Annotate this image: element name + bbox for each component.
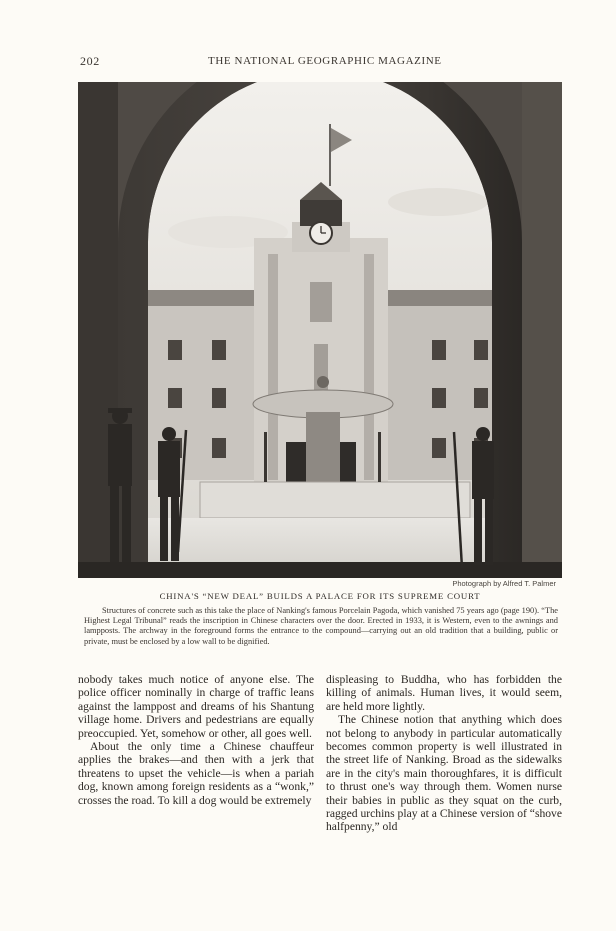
supreme-court-photograph (78, 82, 562, 578)
article-paragraph: displeasing to Buddha, who has forbidden the killing of animals. Human lives, it would seem, are held more lightly. (326, 673, 562, 713)
caption-title: CHINA'S “NEW DEAL” BUILDS A PALACE FOR ITS SUPREME COURT (159, 591, 481, 601)
article-paragraph: About the only time a Chinese chauffeur applies the brakes—and then with a jerk that threatens to upset the vehicle—is when a pariah dog, known among foreign residents as a “wonk,” crosses the road. To kill a dog would be extremely (78, 740, 314, 807)
photo-credit: Photograph by Alfred T. Palmer (452, 579, 556, 588)
article-paragraph: nobody takes much notice of anyone else. The police officer nominally in charge of traffic leans against the lamppost and dreams of his Shantung village home. Drivers and pedestrians are equally preoccupied. Yet, somehow or other, all goes well. (78, 673, 314, 740)
page-number: 202 (80, 54, 100, 68)
article-column-left (78, 673, 314, 807)
caption-body: Structures of concrete such as this take the place of Nanking's famous Porcelain Pagoda, which vanished 75 years ago (page 190). “The Highest Legal Tribunal” reads the inscription in Chinese characters over the door. Erected in 1933, it is Western, even to the awnings and lampposts. The archway in the foreground forms the entrance to the compound—carrying out an old tradition that a building, public or private, must be enclosed by a low wall to be dignified. (84, 606, 558, 646)
article-paragraph: The Chinese notion that anything which does not belong to anybody in particular automatically becomes common property is well illustrated in the street life of Nanking. Broad as the sidewalks are in the city's main thoroughfares, it is difficult to thrust one's way through them. Women nurse their babies in public as they squat on the curb, ragged urchins play at a Chinese version of “shove halfpenny,” old (326, 713, 562, 834)
running-title: THE NATIONAL GEOGRAPHIC MAGAZINE (208, 55, 442, 67)
article-column-right (326, 673, 562, 834)
page-header (80, 54, 560, 70)
